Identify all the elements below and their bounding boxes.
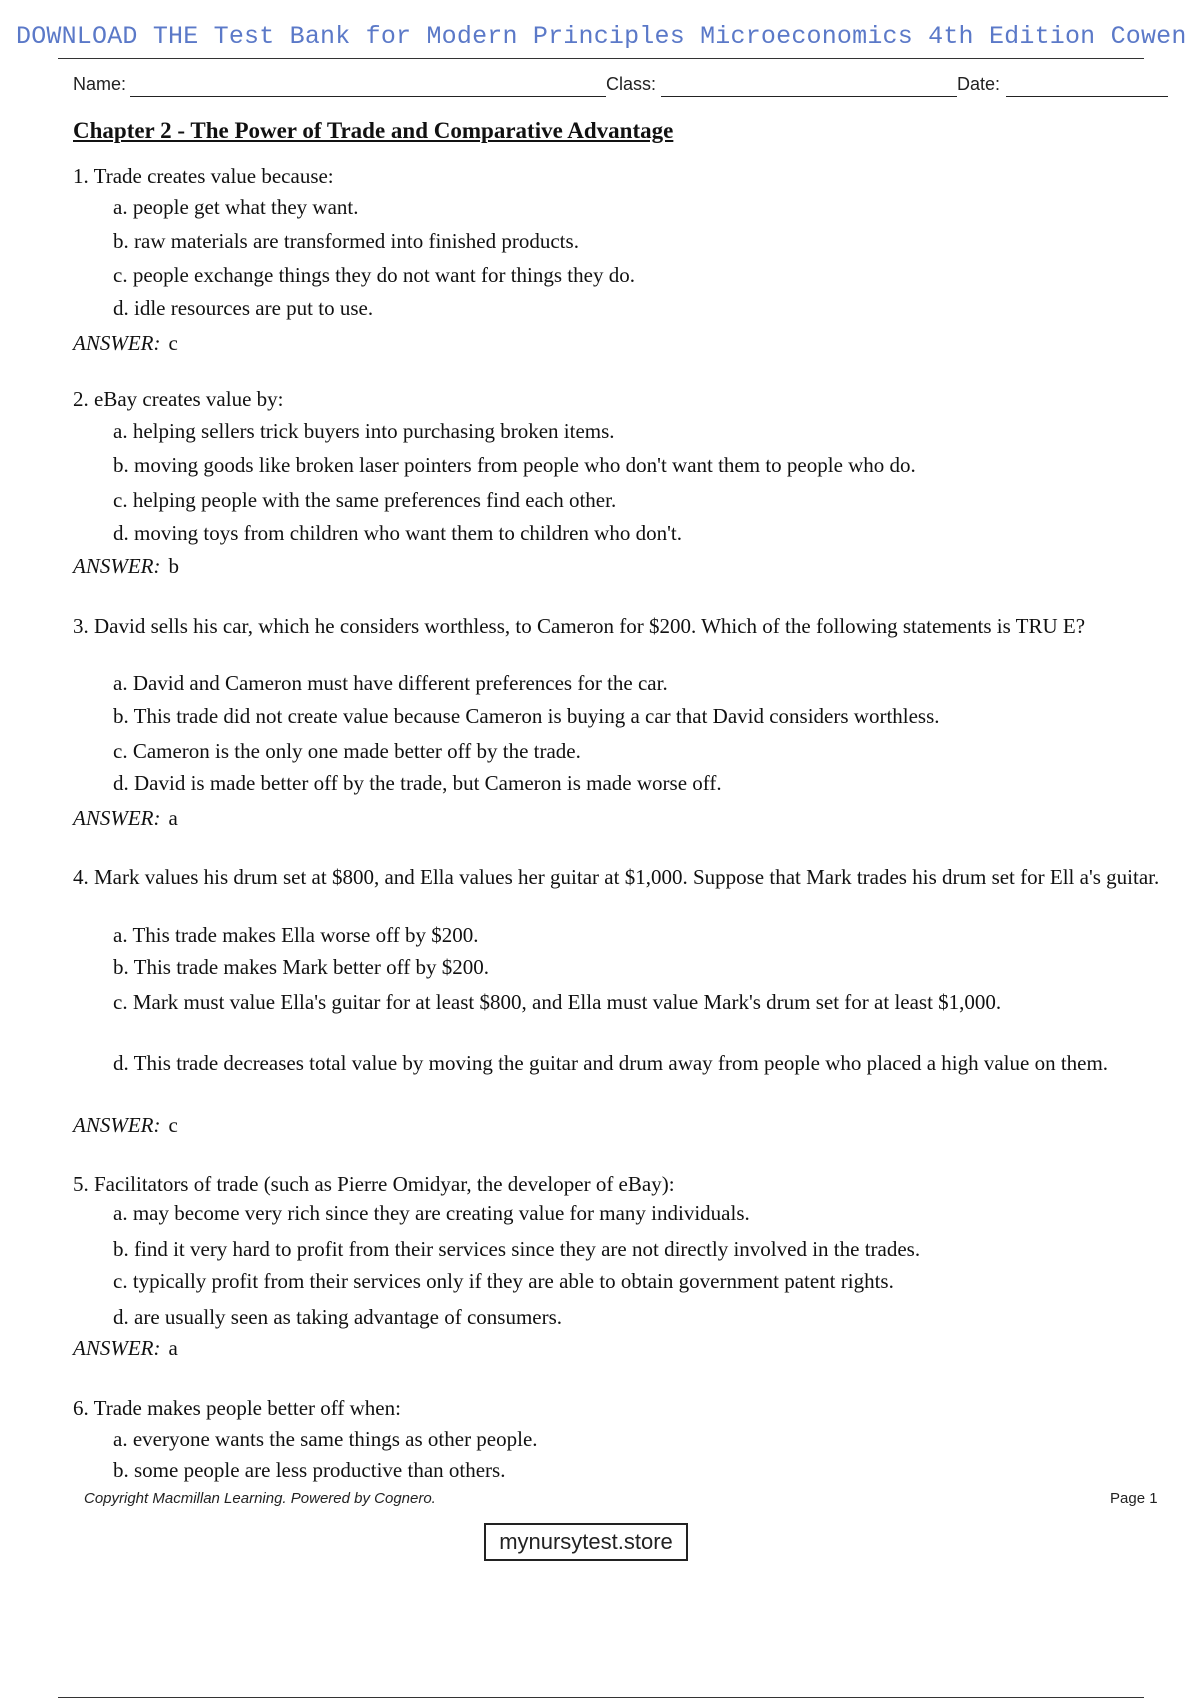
option-item: c. helping people with the same preferences find each other. [113,488,617,512]
date-line [1006,96,1168,97]
option-item: b. raw materials are transformed into finished products. [113,229,579,253]
option-item: d. moving toys from children who want them to children who don't. [113,521,682,545]
option-item: b. find it very hard to profit from their services since they are not directly involved in the trades. [113,1237,921,1261]
option-item: c. people exchange things they do not want for things they do. [113,263,635,287]
name-label: Name: [73,74,127,94]
option-item: d. are usually seen as taking advantage of consumers. [113,1305,563,1329]
download-banner: DOWNLOAD THE Test Bank for Modern Principles Microeconomics 4th Edition Cowen [16,22,1187,51]
option-item: a. people get what they want. [113,195,359,219]
option-item: a. David and Cameron must have different preferences for the car. [113,671,668,695]
answer-line [73,806,178,831]
option-item: c. Mark must value Ella's guitar for at least $800, and Ella must value Mark's drum set for at least $1,000. [113,990,1002,1014]
option-item: c. Cameron is the only one made better off by the trade. [113,739,581,763]
date-label: Date: [957,74,1001,94]
option-item: d. This trade decreases total value by moving the guitar and drum away from people who placed a high value on them. [113,1051,1109,1075]
answer-value: c [168,331,178,355]
option-item: b. some people are less productive than others. [113,1458,506,1482]
question-stem: 5. Facilitators of trade (such as Pierre Omidyar, the developer of eBay): [73,1172,675,1196]
chapter-title: Chapter 2 - The Power of Trade and Comparative Advantage [73,118,674,143]
answer-label: ANSWER: [73,331,161,355]
question-stem: 4. Mark values his drum set at $800, and Ella values her guitar at $1,000. Suppose that Mark trades his drum set for Ell a's guitar. [73,865,1160,889]
option-item: a. helping sellers trick buyers into purchasing broken items. [113,419,615,443]
question-stem: 2. eBay creates value by: [73,387,284,411]
class-label: Class: [606,74,657,94]
option-item: d. David is made better off by the trade, but Cameron is made worse off. [113,771,722,795]
question-stem: 1. Trade creates value because: [73,164,334,188]
answer-label: ANSWER: [73,1336,161,1360]
watermark-box: mynursytest.store [484,1523,688,1561]
bottom-divider [58,1697,1144,1698]
answer-line [73,1113,178,1138]
question-stem: 3. David sells his car, which he considers worthless, to Cameron for $200. Which of the following statements is TRU E? [73,614,1086,638]
option-item: a. everyone wants the same things as other people. [113,1427,538,1451]
answer-value: c [168,1113,178,1137]
option-item: c. typically profit from their services only if they are able to obtain government patent rights. [113,1269,894,1293]
answer-value: a [168,806,178,830]
option-item: b. moving goods like broken laser pointers from people who don't want them to people who do. [113,453,916,477]
answer-value: b [168,554,179,578]
option-item: a. This trade makes Ella worse off by $200. [113,923,479,947]
answer-label: ANSWER: [73,1113,161,1137]
answer-label: ANSWER: [73,554,161,578]
option-item: b. This trade makes Mark better off by $200. [113,955,489,979]
answer-label: ANSWER: [73,806,161,830]
option-item: d. idle resources are put to use. [113,296,374,320]
option-item: b. This trade did not create value because Cameron is buying a car that David considers worthless. [113,704,940,728]
name-line [130,96,606,97]
answer-value: a [168,1336,178,1360]
copyright-text: Copyright Macmillan Learning. Powered by Cognero. [84,1490,436,1507]
answer-line [73,331,178,356]
page-number: Page 1 [1110,1490,1158,1507]
answer-line [73,1336,178,1361]
top-divider [58,58,1144,59]
class-line [661,96,957,97]
option-item: a. may become very rich since they are creating value for many individuals. [113,1201,750,1225]
question-stem: 6. Trade makes people better off when: [73,1396,401,1420]
answer-line [73,554,179,579]
